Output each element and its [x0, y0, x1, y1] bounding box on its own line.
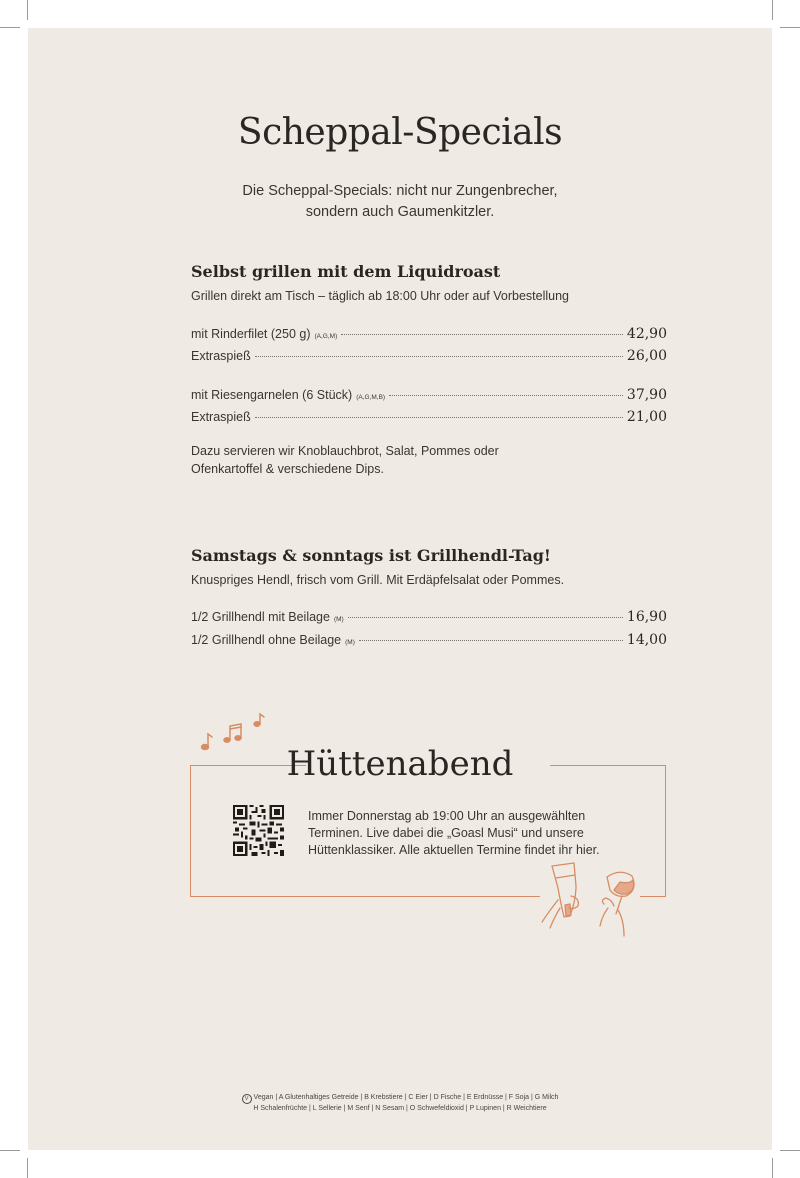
- item-allergens: (M): [333, 616, 344, 623]
- allergen-text: Vegan | A Glutenhaltiges Getreide | B Krebstiere | C Eier | D Fische | E Erdnüsse | F Soja | G Milch: [253, 1094, 559, 1101]
- crop-mark: [0, 1150, 20, 1151]
- dot-leader: [348, 617, 623, 618]
- allergen-legend-line: [0, 1094, 800, 1104]
- dot-leader: [255, 356, 623, 357]
- item-price: 16,90: [626, 609, 667, 625]
- crop-mark: [772, 1158, 773, 1178]
- huettenabend-title: Hüttenabend: [286, 744, 514, 784]
- dot-leader: [389, 395, 623, 396]
- item-name: Extraspieß: [191, 410, 251, 424]
- vegan-icon: V: [242, 1094, 252, 1104]
- item-price: 21,00: [626, 409, 667, 425]
- dot-leader: [341, 334, 623, 335]
- crop-mark: [0, 27, 20, 28]
- note-line: Ofenkartoffel & verschiedene Dips.: [191, 462, 384, 476]
- section-subtitle-liquidroast: Grillen direkt am Tisch – täglich ab 18:00 Uhr oder auf Vorbestellung: [191, 289, 569, 303]
- menu-item: [191, 409, 667, 425]
- intro-text: [0, 181, 800, 223]
- allergen-legend-line: H Schalenfrüchte | L Sellerie | M Senf | N Sesam | O Schwefeldioxid | P Lupinen | R Weichtiere: [253, 1105, 547, 1112]
- item-name: mit Rinderfilet (250 g): [191, 327, 311, 341]
- item-allergens: (A,G,M): [314, 333, 338, 340]
- qr-code[interactable]: [233, 805, 284, 856]
- section-note: [191, 442, 499, 478]
- section-subtitle-grillhendl: Knuspriges Hendl, frisch vom Grill. Mit Erdäpfelsalat oder Pommes.: [191, 573, 565, 587]
- text-line: Terminen. Live dabei die „Goasl Musi“ und unsere: [308, 826, 584, 840]
- huettenabend-text: [308, 808, 638, 859]
- section-heading-grillhendl: Samstags & sonntags ist Grillhendl-Tag!: [191, 546, 551, 565]
- crop-mark: [772, 0, 773, 20]
- intro-line: sondern auch Gaumenkitzler.: [305, 204, 495, 220]
- item-allergens: (A,G,M,B): [356, 394, 386, 401]
- item-price: 37,90: [626, 387, 667, 403]
- item-name: mit Riesengarnelen (6 Stück): [191, 388, 353, 402]
- item-name: Extraspieß: [191, 349, 251, 363]
- menu-item: [191, 609, 667, 625]
- item-name: 1/2 Grillhendl ohne Beilage: [191, 633, 342, 647]
- page-title: Scheppal-Specials: [237, 112, 563, 153]
- item-allergens: (M): [345, 639, 355, 646]
- crop-mark: [780, 1150, 800, 1151]
- menu-item: [191, 348, 667, 364]
- dot-leader: [255, 417, 623, 418]
- menu-item: [191, 387, 667, 403]
- intro-line: Die Scheppal-Specials: nicht nur Zungenbrecher,: [242, 183, 558, 199]
- text-line: Immer Donnerstag ab 19:00 Uhr an ausgewählten: [308, 809, 586, 823]
- item-price: 26,00: [626, 348, 667, 364]
- crop-mark: [27, 1158, 28, 1178]
- note-line: Dazu servieren wir Knoblauchbrot, Salat, Pommes oder: [191, 444, 499, 458]
- text-line: Hüttenklassiker. Alle aktuellen Termine findet ihr hier.: [308, 843, 600, 857]
- toasting-glasses-icon: [540, 860, 645, 940]
- item-price: 14,00: [626, 632, 667, 648]
- item-price: 42,90: [626, 326, 667, 342]
- menu-item: [191, 632, 667, 648]
- dot-leader: [359, 640, 623, 641]
- crop-mark: [27, 0, 28, 20]
- menu-item: [191, 326, 667, 342]
- crop-mark: [780, 27, 800, 28]
- item-name: 1/2 Grillhendl mit Beilage: [191, 610, 330, 624]
- section-heading-liquidroast: Selbst grillen mit dem Liquidroast: [191, 262, 501, 281]
